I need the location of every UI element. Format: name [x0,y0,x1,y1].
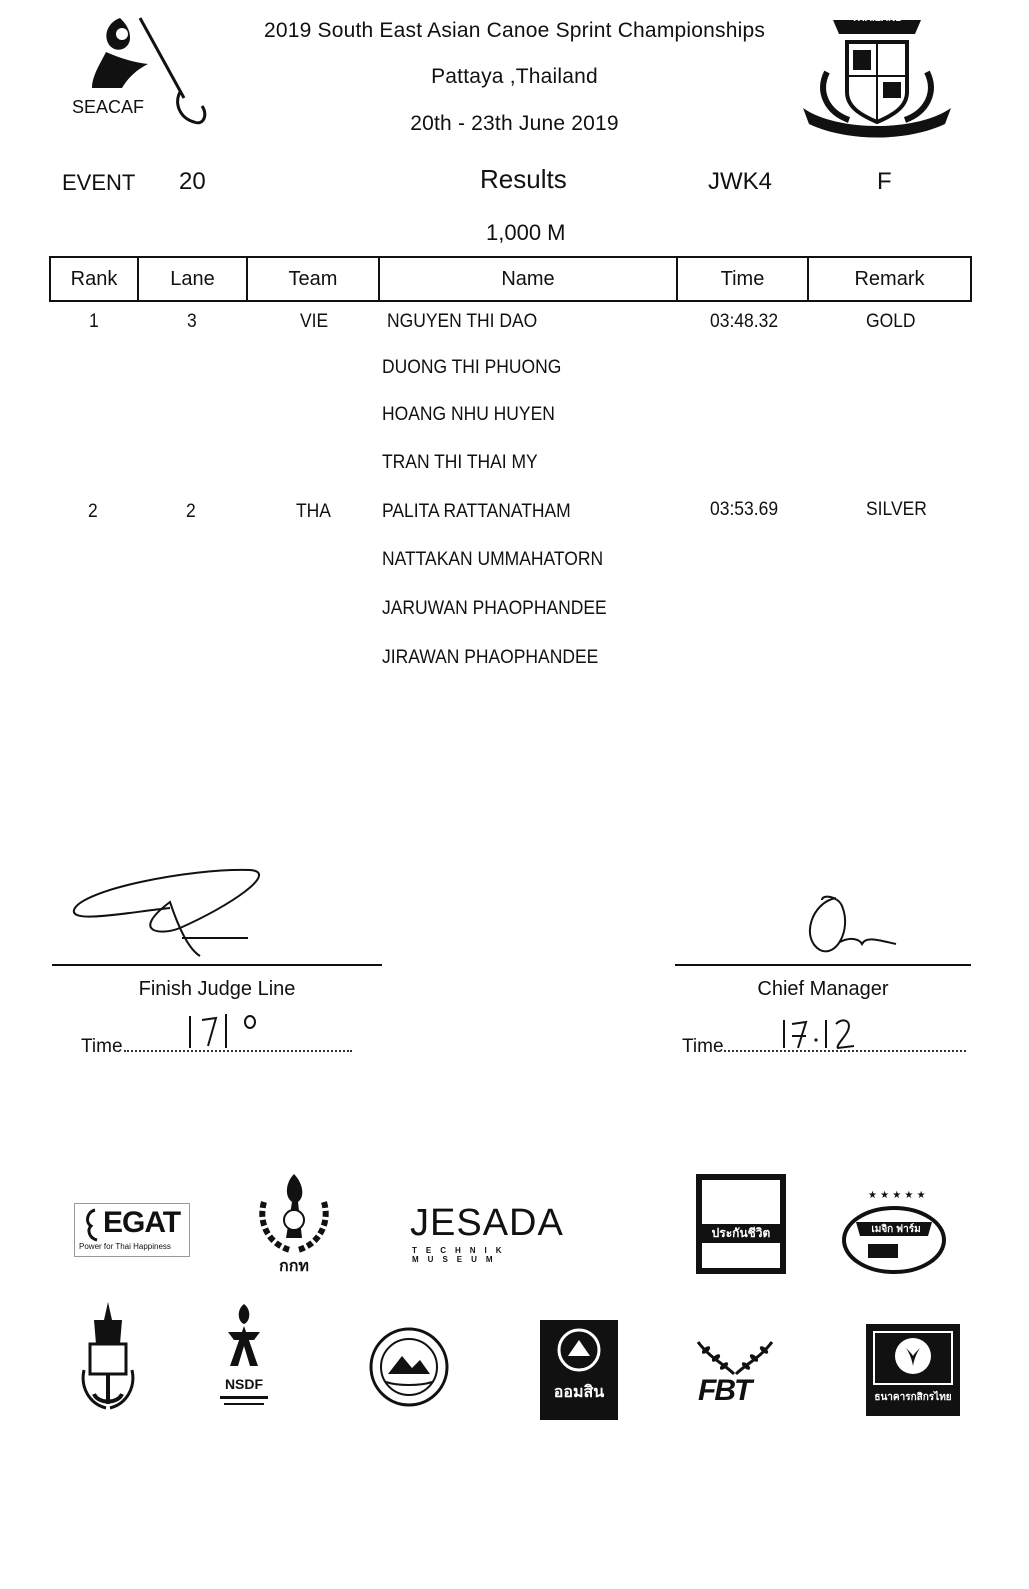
fbt-logo [694,1336,776,1412]
athlete-name: DUONG THI PHUONG [382,357,562,378]
fbt-logo-text: FBT [698,1374,751,1407]
chief-manager-role: Chief Manager [757,978,889,1000]
results-table [49,256,972,302]
athlete-name: JIRAWAN PHAOPHANDEE [382,647,599,668]
jesada-subtitle: TECHNIK MUSEUM [412,1246,511,1264]
chief-manager-signature [792,888,902,958]
jesada-logo-text: JESADA [410,1202,564,1244]
magic-farm-text: เมจิก ฟาร์ม [871,1224,921,1235]
time-cell: 03:53.69 [710,499,779,520]
thailand-emblem-text: THAILAND [851,13,903,24]
university-seal-logo [368,1326,450,1408]
finish-judge-signature [70,862,270,962]
kasikorn-bank-text: ธนาคารกสิกรไทย [874,1392,952,1403]
remark-cell: SILVER [866,499,927,520]
jesada-logo [410,1202,572,1262]
egat-logo-text: EGAT [103,1206,181,1239]
lane-cell: 3 [187,311,197,332]
column-header-remark: Remark [808,257,971,301]
chief-manager-time-label: Time [682,1036,724,1057]
table-header-row [50,257,971,301]
finish-judge-role: Finish Judge Line [138,978,296,1000]
event-number: 20 [179,168,206,195]
nsdf-logo [208,1302,280,1416]
finish-judge-signature-line [52,964,382,966]
finish-judge-time-handwriting [186,1012,266,1052]
rank-cell: 1 [89,311,99,332]
event-distance: 1,000 M [486,220,566,245]
event-location: Pattaya ,Thailand [431,65,598,88]
championship-title: 2019 South East Asian Canoe Sprint Championships [263,19,766,42]
remark-cell: GOLD [866,311,916,332]
column-header-rank: Rank [50,257,138,301]
athlete-name: HOANG NHU HUYEN [382,404,555,425]
rank-cell: 2 [88,501,98,522]
egat-logo [74,1203,190,1257]
event-dates: 20th - 23th June 2019 [410,112,619,135]
column-header-lane: Lane [138,257,247,301]
kasikorn-bank-logo [866,1324,960,1416]
nsdf-logo-text: NSDF [224,1376,264,1392]
life-insurance-text: ประกันชีวิต [702,1224,780,1243]
egat-tagline: Power for Thai Happiness [79,1242,171,1251]
time-cell: 03:48.32 [710,311,779,332]
athlete-name: NATTAKAN UMMAHATORN [382,549,604,570]
event-stage: F [877,168,892,195]
column-header-team: Team [247,257,379,301]
omsin-bank-text: ออมสิน [553,1384,605,1401]
event-category: JWK4 [708,168,773,195]
athlete-name: TRAN THI THAI MY [382,452,538,473]
chief-manager-time-handwriting [780,1014,860,1054]
omsin-bank-logo [540,1320,618,1420]
athlete-name: PALITA RATTANATHAM [382,501,571,522]
athlete-name: NGUYEN THI DAO [387,311,538,332]
thailand-emblem [797,12,957,142]
kkt-logo [256,1172,332,1276]
seacaf-logo-text: SEACAF [72,97,145,117]
results-heading: Results [480,164,567,194]
chief-manager-signature-line [675,964,971,966]
magic-farm-logo [842,1188,946,1280]
team-cell: VIE [300,311,329,332]
kkt-logo-text: กกท [279,1258,309,1275]
column-header-name: Name [379,257,677,301]
lane-cell: 2 [186,501,196,522]
athlete-name: JARUWAN PHAOPHANDEE [382,598,607,619]
navy-emblem-logo [80,1300,136,1414]
team-cell: THA [296,501,331,522]
finish-judge-time-label: Time [81,1036,123,1057]
svg-text:★ ★ ★ ★ ★: ★ ★ ★ ★ ★ [868,1190,926,1201]
column-header-time: Time [677,257,808,301]
life-insurance-logo [696,1174,786,1274]
event-label: EVENT [62,170,136,195]
